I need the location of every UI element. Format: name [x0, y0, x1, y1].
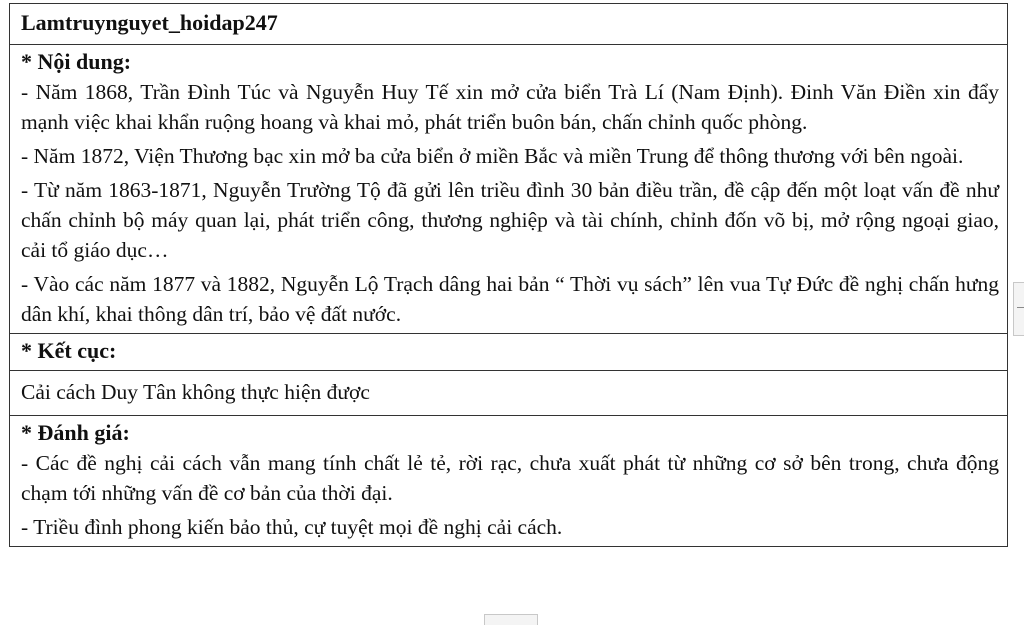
paragraph: Cải cách Duy Tân không thực hiện được	[21, 380, 370, 404]
section-cell	[10, 45, 1008, 334]
bottom-edge-handle[interactable]	[484, 614, 538, 625]
section-cell	[10, 416, 1008, 547]
section-heading-danh-gia: * Đánh giá:	[21, 420, 130, 445]
paragraph: - Năm 1868, Trần Đình Túc và Nguyễn Huy Tế xin mở cửa biển Trà Lí (Nam Định). Đinh Văn Điền xin đẩy mạnh việc khai khẩn ruộng hoang và khai mỏ, phát triển buôn bán, chấn chỉnh quốc phòng.	[21, 80, 999, 134]
section-heading-ket-cuc: * Kết cục:	[21, 338, 117, 363]
paragraph: - Triều đình phong kiến bảo thủ, cự tuyệt mọi đề nghị cải cách.	[21, 515, 563, 539]
section-cell	[10, 371, 1008, 416]
title-row	[10, 4, 1008, 45]
section-noi-dung	[10, 45, 1008, 334]
section-ket-cuc-heading-row	[10, 334, 1008, 371]
section-danh-gia	[10, 416, 1008, 547]
right-edge-handle[interactable]	[1013, 282, 1024, 336]
section-ket-cuc-body-row	[10, 371, 1008, 416]
section-heading-noi-dung: * Nội dung:	[21, 49, 132, 74]
document-title: Lamtruynguyet_hoidap247	[10, 4, 1008, 45]
paragraph: - Năm 1872, Viện Thương bạc xin mở ba cửa biển ở miền Bắc và miền Trung để thông thương với bên ngoài.	[21, 144, 964, 168]
handle-line-icon	[1017, 307, 1024, 308]
paragraph: - Vào các năm 1877 và 1882, Nguyễn Lộ Trạch dâng hai bản “ Thời vụ sách” lên vua Tự Đức đề nghị chấn hưng dân khí, khai thông dân trí, bảo vệ đất nước.	[21, 272, 999, 326]
paragraph: - Các đề nghị cải cách vẫn mang tính chất lẻ tẻ, rời rạc, chưa xuất phát từ những cơ sở bên trong, chưa động chạm tới những vấn đề cơ bản của thời đại.	[21, 451, 999, 505]
content-table	[9, 3, 1008, 547]
paragraph: - Từ năm 1863-1871, Nguyễn Trường Tộ đã gửi lên triều đình 30 bản điều trần, đề cập đến một loạt vấn đề như chấn chỉnh bộ máy quan lại, phát triển công, thương nghiệp và tài chính, chỉnh đốn võ bị, mở rộng ngoại giao, cải tổ giáo dục…	[21, 178, 999, 262]
section-cell	[10, 334, 1008, 371]
